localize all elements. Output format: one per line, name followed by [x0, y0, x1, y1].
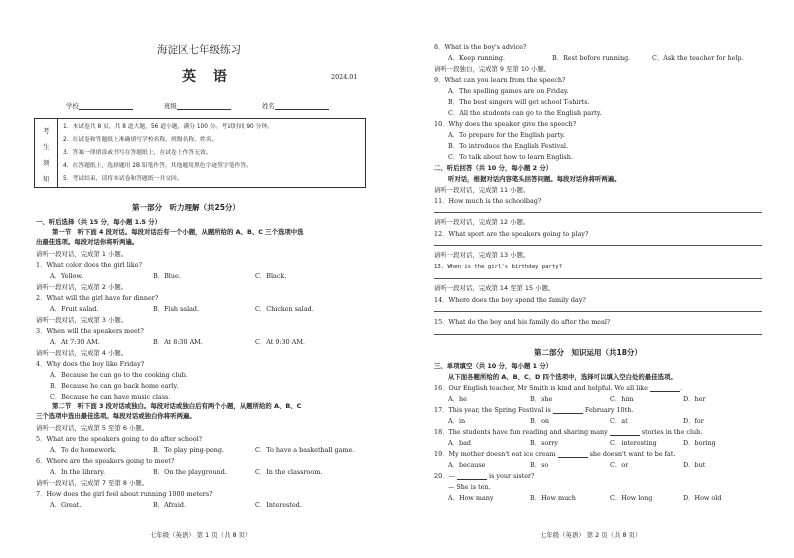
question-18 [434, 428, 702, 436]
name-label: 姓名 [262, 102, 275, 110]
class-field [164, 102, 231, 110]
q20-text: 20．— [434, 472, 455, 480]
q2-option-c: C．Chicken salad. [255, 305, 314, 313]
question-1: 1．What color does the girl like? [36, 261, 142, 269]
q4-option-a: A．Because he can go to the cooking club. [50, 371, 188, 379]
answer-line [434, 245, 762, 246]
q17-option-b: B．on [530, 417, 550, 425]
q8-option-a: A．Keep running. [448, 54, 505, 62]
notice-side-label [35, 119, 58, 187]
question-2: 2．What will the girl have for dinner? [36, 294, 159, 302]
name-blank [275, 102, 329, 110]
q16-text: 16．Our English teacher, Mr Smith is kind and helpful. We all like [434, 384, 648, 392]
q19-option-b: B．so [530, 461, 549, 469]
notice-item: 2．在试卷和答题纸上准确填写学校名称、班级名称、姓名。 [63, 137, 218, 143]
q18-option-a: A．bad [448, 439, 471, 447]
notice-item: 1．本试卷共 8 页，共 8 道大题，56 道小题，满分 100 分。考试时间 90 分钟。 [63, 124, 273, 130]
section3-title: 三、单项填空（共 10 分，每小题 1 分） [434, 362, 553, 370]
question-16 [434, 384, 682, 392]
q5-option-c: C．To have a basketball game. [255, 446, 355, 454]
listen-instruction: 请听一段对话，完成第 7 至第 8 小题。 [36, 479, 149, 487]
school-label: 学校 [66, 102, 79, 110]
notice-item: 3．答案一律填涂或书写在答题纸上，在试卷上作答无效。 [63, 150, 212, 156]
q16-option-a: A．he [448, 395, 467, 403]
notice-item: 5．考试结束，请将本试卷和答题纸一并交回。 [63, 176, 183, 182]
section2-title: 二、听后回答（共 10 分，每小题 2 分） [434, 164, 553, 172]
q20-option-d: D．How old [683, 494, 722, 502]
notice-side-char: 生 [43, 143, 50, 151]
q6-option-a: A．In the library. [50, 468, 106, 476]
answer-line [434, 311, 762, 312]
subject-title: 英 语 [182, 69, 233, 85]
q2-option-a: A．Fruit salad. [50, 305, 99, 313]
school-blank [79, 102, 133, 110]
q7-option-c: C．Interested. [255, 501, 302, 509]
q20-text-end: is your sister? [489, 472, 535, 480]
listen-instruction: 请听一段对话，完成第 11 小题。 [434, 186, 530, 194]
page-footer: 七年级（英语） 第 2 页（共 8 页） [540, 531, 642, 539]
section1-part1-intro: 第一节 听下面 4 段对话。每段对话后有一个小题，从题所给的 A、B、C 三个选项中选 [52, 228, 304, 236]
question-8: 8．What is the boy's advice? [434, 43, 527, 51]
question-10: 10．Why does the speaker give the speech? [434, 120, 577, 128]
q16-option-c: C．him [610, 395, 634, 403]
q20-option-c: C．How long [610, 494, 653, 502]
question-13: 13. When is the girl's birthday party? [434, 264, 562, 270]
q18-text: 18．The students have fun reading and sharing many [434, 428, 608, 436]
school-title: 海淀区七年级练习 [157, 44, 241, 56]
question-17 [434, 406, 633, 414]
q16-option-d: D．her [683, 395, 706, 403]
section1-part2-intro: 第二节 听下面 3 段对话或独白。每段对话或独白后有两个小题，从题所给的 A、B、C [52, 402, 302, 410]
q3-option-a: A．At 7:30 AM. [50, 338, 100, 346]
school-field [66, 102, 133, 110]
q18-text-end: stories in the club. [641, 428, 703, 436]
q1-option-b: B．Blue. [153, 272, 181, 280]
question-19 [434, 450, 675, 458]
q20-reply: — She is ten. [448, 483, 491, 491]
q19-option-d: D．but [683, 461, 706, 469]
q17-blank [553, 406, 583, 414]
exam-date: 2024.01 [331, 73, 358, 81]
q16-text-end: . [680, 384, 683, 392]
q19-blank [558, 450, 588, 458]
q20-blank [457, 472, 487, 480]
question-14: 14．Where does the boy spend the family day? [434, 296, 586, 304]
question-9: 9．What can you learn from the speech? [434, 76, 566, 84]
section1-part2-intro-cont: 三个选项中选出最佳选项。每段对话或独白你将听两遍。 [36, 412, 196, 420]
listen-instruction: 请听一段对话，完成第 14 至第 15 小题。 [434, 284, 555, 292]
section3-intro: 从下面各题所给的 A、B、C、D 四个选项中，选择可以填入空白处的最佳选项。 [448, 373, 677, 381]
listen-instruction: 请听一段对话，完成第 12 小题。 [434, 218, 530, 226]
question-5: 5．What are the speakers going to do after school? [36, 435, 203, 443]
q19-text-end: she doesn't want to be fat. [589, 450, 676, 458]
q9-option-a: A．The spelling games are on Friday. [448, 87, 569, 95]
part1-title: 第一部分 听力理解（共25分） [132, 203, 240, 212]
q10-option-b: B．To introduce the English Festival. [448, 142, 569, 150]
q19-option-a: A．because [448, 461, 486, 469]
exam-notice-box [34, 118, 366, 188]
q9-option-c: C．All the students can go to the English party. [448, 109, 602, 117]
q9-option-b: B．The best singers will get school T-shirts. [448, 98, 590, 106]
notice-side-char: 知 [43, 175, 50, 183]
q7-option-a: A．Great. [50, 501, 82, 509]
q1-option-c: C．Black. [255, 272, 287, 280]
notice-item: 4．在答题纸上，选择题用 2B 铅笔作答，其他题用黑色字迹签字笔作答。 [63, 163, 252, 169]
q20-option-a: A．How many [448, 494, 494, 502]
q17-text: 17．This year, the Spring Festival is [434, 406, 551, 414]
q5-option-a: A．To do homework. [50, 446, 117, 454]
q18-option-b: B．sorry [530, 439, 558, 447]
q17-text-end: February 10th. [584, 406, 634, 414]
notice-side-char: 考 [43, 127, 50, 135]
q16-option-b: B．she [530, 395, 553, 403]
part2-title: 第二部分 知识运用（共18分） [534, 348, 642, 357]
question-15: 15．What do the boy and his family do after the meal? [434, 318, 611, 326]
q17-option-c: C．at [610, 417, 628, 425]
notice-side-char: 须 [43, 159, 50, 167]
q20-option-b: B．How much [530, 494, 576, 502]
q3-option-b: B．At 8:30 AM. [153, 338, 203, 346]
question-3: 3．When will the speakers meet? [36, 327, 144, 335]
class-blank [177, 102, 231, 110]
answer-line [434, 334, 762, 335]
listen-instruction: 请听一段对话，完成第 3 小题。 [36, 316, 128, 324]
listen-instruction: 请听一段对话，完成第 13 小题。 [434, 251, 530, 259]
answer-line [434, 278, 762, 279]
answer-line [434, 212, 762, 213]
q16-blank [650, 384, 683, 392]
q17-option-d: D．for [683, 417, 704, 425]
listen-instruction: 请听一段对话，完成第 5 至第 6 小题。 [36, 424, 149, 432]
class-label: 班级 [164, 102, 177, 110]
question-20 [434, 472, 534, 480]
question-7: 7．How does the girl feel about running 1000 meters? [36, 490, 213, 498]
listen-instruction: 请听一段对话，完成第 1 小题。 [36, 250, 128, 258]
q17-option-a: A．in [448, 417, 466, 425]
q18-option-c: C．interesting [610, 439, 657, 447]
q19-text: 19．My mother doesn't eat ice cream [434, 450, 556, 458]
q4-option-b: B．Because he can go back home early. [50, 382, 179, 390]
listen-instruction: 请听一段独白，完成第 9 至第 10 小题。 [434, 65, 551, 73]
q10-option-c: C．To talk about how to learn English. [448, 153, 573, 161]
question-12: 12．What sport are the speakers going to play? [434, 230, 589, 238]
q3-option-c: C．At 9:30 AM. [255, 338, 305, 346]
question-4: 4．Why does the boy like Friday? [36, 360, 145, 368]
section1-part1-intro-cont: 出最佳选项。每段对话你将听两遍。 [36, 238, 139, 246]
q4-option-c: C．Because he can have music class. [50, 393, 171, 401]
question-6: 6．Where are the speakers going to meet? [36, 457, 175, 465]
q8-option-b: B．Rest before running. [552, 54, 631, 62]
question-11: 11．How much is the schoolbag? [434, 197, 542, 205]
section1-title: 一、听后选择（共 15 分，每小题 1.5 分） [36, 218, 161, 226]
listen-instruction: 请听一段对话，完成第 4 小题。 [36, 349, 128, 357]
section2-intro: 听对话，根据对话内容笔头回答问题。每段对话你将听两遍。 [448, 175, 621, 183]
page-footer: 七年级（英语） 第 1 页（共 8 页） [150, 531, 252, 539]
q1-option-a: A．Yellow. [50, 272, 84, 280]
q7-option-b: B．Afraid. [153, 501, 186, 509]
q10-option-a: A．To prepare for the English party. [448, 131, 565, 139]
right-page [397, 0, 794, 558]
q2-option-b: B．Fish salad. [153, 305, 200, 313]
q18-option-d: D．boring [683, 439, 716, 447]
q6-option-b: B．On the playground. [153, 468, 227, 476]
q6-option-c: C．In the classroom. [255, 468, 323, 476]
name-field [262, 102, 329, 110]
q19-option-c: C．or [610, 461, 629, 469]
q5-option-b: B．To play ping-pong. [153, 446, 224, 454]
listen-instruction: 请听一段对话，完成第 2 小题。 [36, 283, 128, 291]
q18-blank [610, 428, 640, 436]
q8-option-c: C．Ask the teacher for help. [652, 54, 744, 62]
